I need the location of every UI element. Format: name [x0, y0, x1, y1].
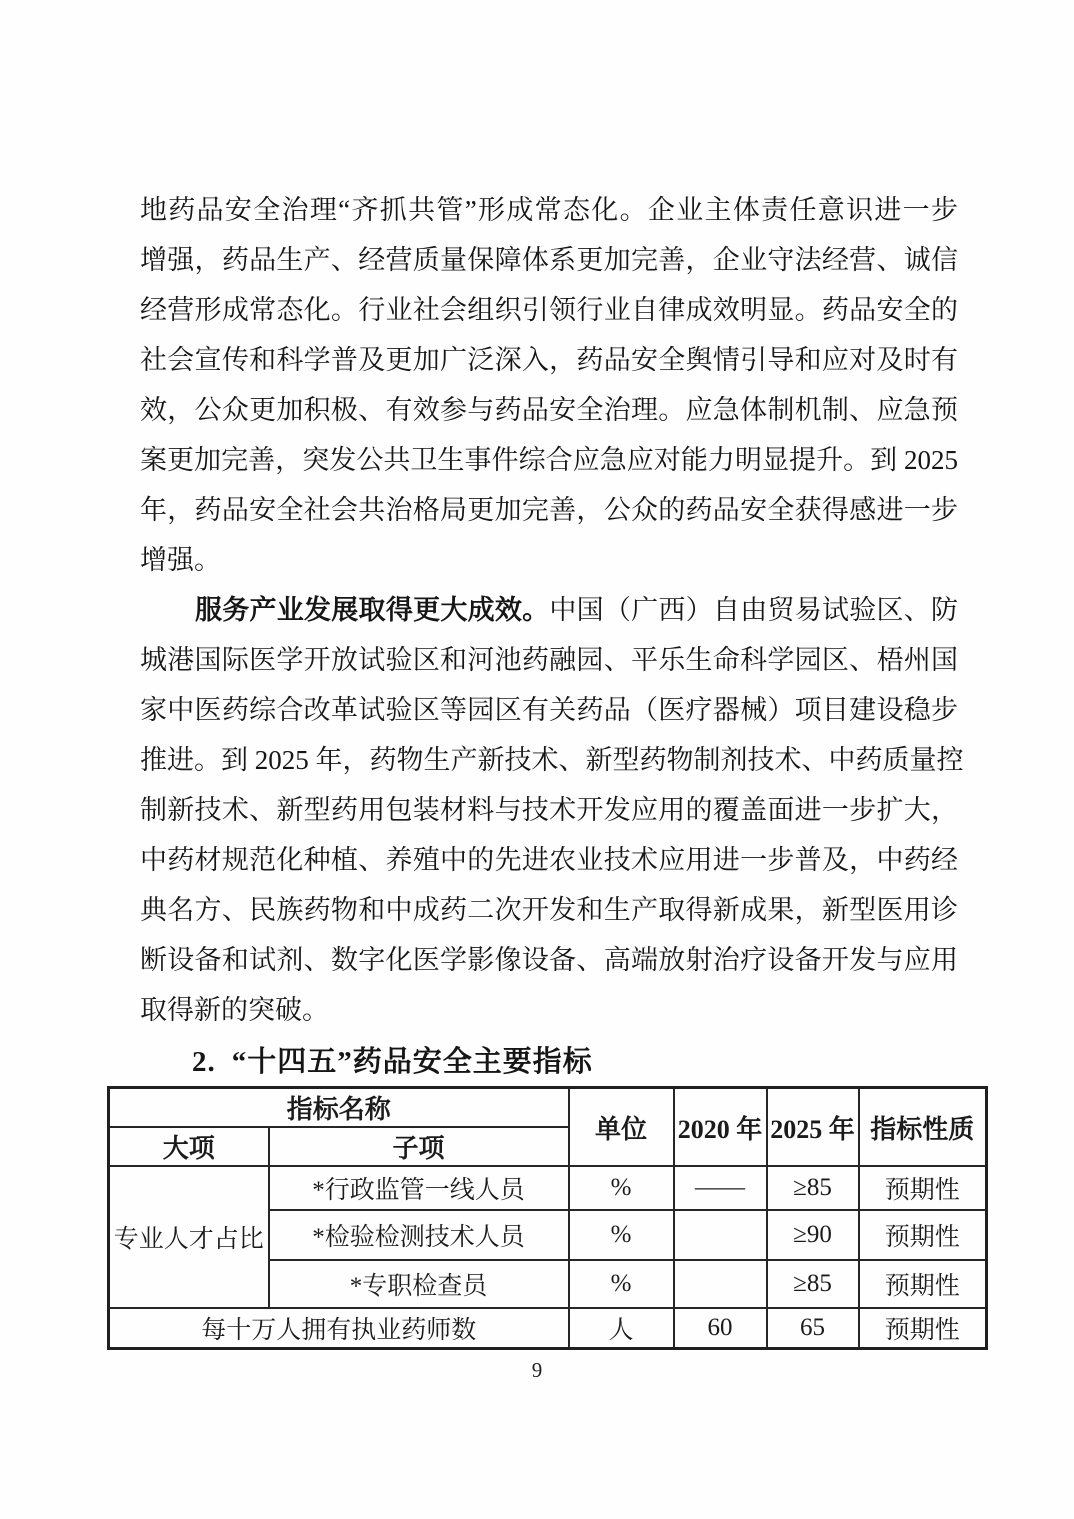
cell-sub-item: *专职检查员 — [269, 1260, 569, 1308]
header-major-item: 大项 — [109, 1127, 269, 1166]
cell-2020 — [674, 1260, 767, 1308]
cell-2020: 60 — [674, 1308, 767, 1349]
body-text-line: 社会宣传和科学普及更加广泛深入，药品安全舆情引导和应对及时有 — [140, 345, 958, 375]
cell-unit: 人 — [569, 1308, 674, 1349]
header-indicator-name: 指标名称 — [109, 1088, 569, 1128]
cell-2020 — [674, 1210, 767, 1260]
paragraph-lead-rest: 中国（广西）自由贸易试验区、防 — [549, 595, 959, 625]
cell-sub-item: *检验检测技术人员 — [269, 1210, 569, 1260]
paragraph-lead-bold: 服务产业发展取得更大成效。 — [195, 595, 550, 625]
header-nature: 指标性质 — [859, 1088, 987, 1167]
body-text-line: 断设备和试剂、数字化医学影像设备、高端放射治疗设备开发与应用 — [140, 945, 958, 975]
cell-2025: 65 — [767, 1308, 859, 1349]
body-text-line: 城港国际医学开放试验区和河池药融园、平乐生命科学园区、梧州国 — [140, 645, 958, 675]
body-text — [140, 185, 964, 1035]
body-text-line: 地药品安全治理“齐抓共管”形成常态化。企业主体责任意识进一步 — [140, 195, 958, 225]
body-text-line: 制新技术、新型药用包装材料与技术开发应用的覆盖面进一步扩大， — [140, 795, 958, 825]
body-text-line: 家中医药综合改革试验区等园区有关药品（医疗器械）项目建设稳步 — [140, 695, 958, 725]
section-heading-number: 2. — [192, 1046, 216, 1078]
section-heading — [140, 1040, 958, 1084]
cell-unit: % — [569, 1210, 674, 1260]
table-row — [109, 1166, 987, 1210]
body-text-line: 中药材规范化种植、养殖中的先进农业技术应用进一步普及，中药经 — [140, 845, 958, 875]
header-sub-item: 子项 — [269, 1127, 569, 1166]
cell-nature: 预期性 — [859, 1260, 987, 1308]
header-2025: 2025 年 — [767, 1088, 859, 1167]
section-heading-title: “十四五”药品安全主要指标 — [231, 1046, 593, 1078]
cell-2020: —— — [674, 1166, 767, 1210]
cell-nature: 预期性 — [859, 1308, 987, 1349]
cell-2025: ≥85 — [767, 1166, 859, 1210]
cell-2025: ≥90 — [767, 1210, 859, 1260]
body-text-line: 取得新的突破。 — [140, 995, 329, 1025]
cell-unit: % — [569, 1166, 674, 1210]
body-text-line: 增强。 — [140, 545, 221, 575]
cell-nature: 预期性 — [859, 1210, 987, 1260]
cell-2025: ≥85 — [767, 1260, 859, 1308]
header-unit: 单位 — [569, 1088, 674, 1167]
table-header-row — [109, 1088, 987, 1128]
body-text-line: 典名方、民族药物和中成药二次开发和生产取得新成果，新型医用诊 — [140, 895, 958, 925]
body-text-line — [140, 585, 958, 635]
indicators-table — [107, 1086, 988, 1350]
header-2020: 2020 年 — [674, 1088, 767, 1167]
cell-major-item: 专业人才占比 — [109, 1166, 269, 1308]
body-text-line: 效，公众更加积极、有效参与药品安全治理。应急体制机制、应急预 — [140, 395, 958, 425]
body-text-line: 经营形成常态化。行业社会组织引领行业自律成效明显。药品安全的 — [140, 295, 958, 325]
cell-merged-indicator: 每十万人拥有执业药师数 — [109, 1308, 569, 1349]
table-row — [109, 1308, 987, 1349]
body-text-line: 案更加完善，突发公共卫生事件综合应急应对能力明显提升。到 2025 — [140, 445, 958, 475]
cell-nature: 预期性 — [859, 1166, 987, 1210]
body-text-line: 推进。到 2025 年，药物生产新技术、新型药物制剂技术、中药质量控 — [140, 745, 964, 775]
cell-unit: % — [569, 1260, 674, 1308]
body-text-line: 年，药品安全社会共治格局更加完善，公众的药品安全获得感进一步 — [140, 495, 958, 525]
page-number: 9 — [531, 1358, 543, 1382]
body-text-line: 增强，药品生产、经营质量保障体系更加完善，企业守法经营、诚信 — [140, 245, 958, 275]
cell-sub-item: *行政监管一线人员 — [269, 1166, 569, 1210]
